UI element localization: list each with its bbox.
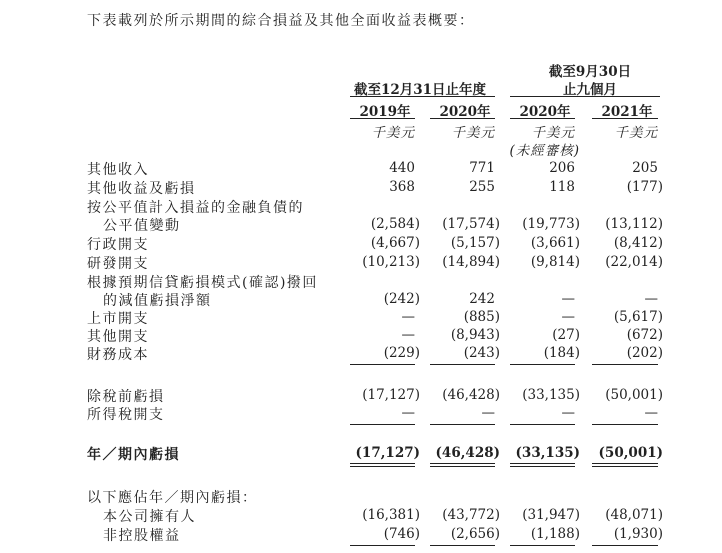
row-label-attributable: 以下應佔年／期內虧損： [87,490,258,506]
year-header-3: 2020年 [519,104,571,120]
cell-other-income-2019: 440 [389,160,415,176]
bottom-rule-3 [510,545,575,546]
header-group-year-ended: 截至12月31日止年度 [353,82,487,98]
cell-fvtpl-9m2021: (13,112) [605,216,663,232]
unit-label-2: 千美元 [451,125,495,141]
bottom-rule-2 [430,545,495,546]
cell-other-income-9m2021: 205 [632,160,658,176]
cell-other-exp-2019: — [401,327,415,343]
row-label-ecl-line2: 的減值虧損淨額 [103,293,212,309]
subtotal-rule-3 [510,364,575,365]
cell-loss-2019: (17,127) [355,445,420,461]
year-rule-1 [350,118,415,119]
cell-other-income-9m2020: 206 [549,160,575,176]
tax-rule-2 [430,424,495,425]
cell-admin-9m2021: (8,412) [613,235,663,251]
header-group-nine-months-line2: 止九個月 [563,82,617,98]
header-group-nine-months-line1: 截至9月30日 [548,64,632,80]
row-label-other-expenses: 其他開支 [87,329,149,345]
cell-listing-9m2020: — [561,309,575,325]
cell-loss-2020: (46,428) [435,445,500,461]
row-label-ecl-line1: 根據預期信貸虧損模式(確認)撥回 [87,275,318,291]
cell-ecl-9m2021: — [644,291,658,307]
cell-rnd-2019: (10,213) [362,254,420,270]
cell-nci-9m2020: (1,188) [530,526,580,542]
intro-text: 下表載列於所示期間的綜合損益及其他全面收益表概要： [87,13,475,29]
cell-finance-9m2020: (184) [543,345,580,361]
unit-label-3: 千美元 [531,125,575,141]
cell-listing-9m2021: (5,617) [613,309,663,325]
total-rule-4b [592,466,658,467]
year-rule-4 [592,118,658,119]
year-rule-2 [430,118,495,119]
bottom-rule-4 [592,545,658,546]
tax-rule-4 [592,424,658,425]
row-label-listing-expenses: 上市開支 [87,311,149,327]
row-label-admin-expenses: 行政開支 [87,237,149,253]
year-header-2: 2020年 [439,104,491,120]
cell-other-gains-2020: 255 [469,179,495,195]
row-label-nci: 非控股權益 [103,528,181,544]
row-label-owners: 本公司擁有人 [103,509,196,525]
cell-admin-2020: (5,157) [450,235,500,251]
cell-owners-2020: (43,772) [442,507,500,523]
cell-tax-2019: — [401,405,415,421]
cell-owners-9m2020: (31,947) [522,507,580,523]
cell-owners-2019: (16,381) [362,507,420,523]
unaudited-label: (未經審核) [509,143,580,159]
header-group1-rule [350,96,495,97]
cell-lbt-2020: (46,428) [442,387,500,403]
cell-fvtpl-2020: (17,574) [442,216,500,232]
cell-lbt-2019: (17,127) [362,387,420,403]
row-label-fvtpl-line1: 按公平值計入損益的金融負債的 [87,200,304,216]
cell-nci-2020: (2,656) [450,526,500,542]
cell-other-income-2020: 771 [469,160,495,176]
unit-label-4: 千美元 [614,125,658,141]
tax-rule-1 [350,424,415,425]
row-label-fvtpl-line2: 公平值變動 [103,218,181,234]
cell-finance-2019: (229) [383,345,420,361]
cell-lbt-9m2021: (50,001) [605,387,663,403]
cell-loss-9m2020: (33,135) [515,445,580,461]
total-rule-2b [430,466,495,467]
cell-ecl-2020: 242 [469,291,495,307]
total-rule-2a [430,463,495,464]
row-label-other-income: 其他收入 [87,162,149,178]
cell-admin-9m2020: (3,661) [530,235,580,251]
cell-other-gains-9m2020: 118 [549,179,575,195]
subtotal-rule-4 [592,364,658,365]
cell-rnd-9m2021: (22,014) [605,254,663,270]
row-label-rnd-expenses: 研發開支 [87,256,149,272]
subtotal-rule-2 [430,364,495,365]
cell-rnd-2020: (14,894) [442,254,500,270]
cell-ecl-9m2020: — [561,291,575,307]
cell-listing-2019: — [401,309,415,325]
cell-rnd-9m2020: (9,814) [530,254,580,270]
row-label-other-gains-losses: 其他收益及虧損 [87,181,196,197]
cell-other-exp-2020: (8,943) [450,327,500,343]
cell-lbt-9m2020: (33,135) [522,387,580,403]
subtotal-rule-1 [350,364,415,365]
year-header-1: 2019年 [359,104,411,120]
cell-tax-9m2021: — [644,405,658,421]
cell-tax-9m2020: — [561,405,575,421]
cell-fvtpl-9m2020: (19,773) [522,216,580,232]
row-label-finance-costs: 財務成本 [87,347,149,363]
cell-nci-9m2021: (1,930) [613,526,663,542]
total-rule-4a [592,463,658,464]
cell-finance-9m2021: (202) [626,345,663,361]
total-rule-1a [350,463,415,464]
cell-owners-9m2021: (48,071) [605,507,663,523]
cell-other-gains-2019: 368 [389,179,415,195]
header-group2-rule [510,96,660,97]
row-label-income-tax: 所得稅開支 [87,407,165,423]
cell-other-exp-9m2020: (27) [552,327,580,343]
cell-other-exp-9m2021: (672) [626,327,663,343]
cell-listing-2020: (885) [463,309,500,325]
total-rule-1b [350,466,415,467]
row-label-loss-for-period: 年／期內虧損 [87,447,180,463]
total-rule-3a [510,463,575,464]
cell-tax-2020: — [481,405,495,421]
cell-finance-2020: (243) [463,345,500,361]
bottom-rule-1 [350,545,415,546]
cell-loss-9m2021: (50,001) [598,445,663,461]
cell-ecl-2019: (242) [383,291,420,307]
unit-label-1: 千美元 [371,125,415,141]
cell-nci-2019: (746) [383,526,420,542]
cell-other-gains-9m2021: (177) [626,179,663,195]
total-rule-3b [510,466,575,467]
year-header-4: 2021年 [601,104,653,120]
tax-rule-3 [510,424,575,425]
row-label-loss-before-tax: 除稅前虧損 [87,389,165,405]
cell-fvtpl-2019: (2,584) [370,216,420,232]
year-rule-3 [510,118,575,119]
cell-admin-2019: (4,667) [370,235,420,251]
